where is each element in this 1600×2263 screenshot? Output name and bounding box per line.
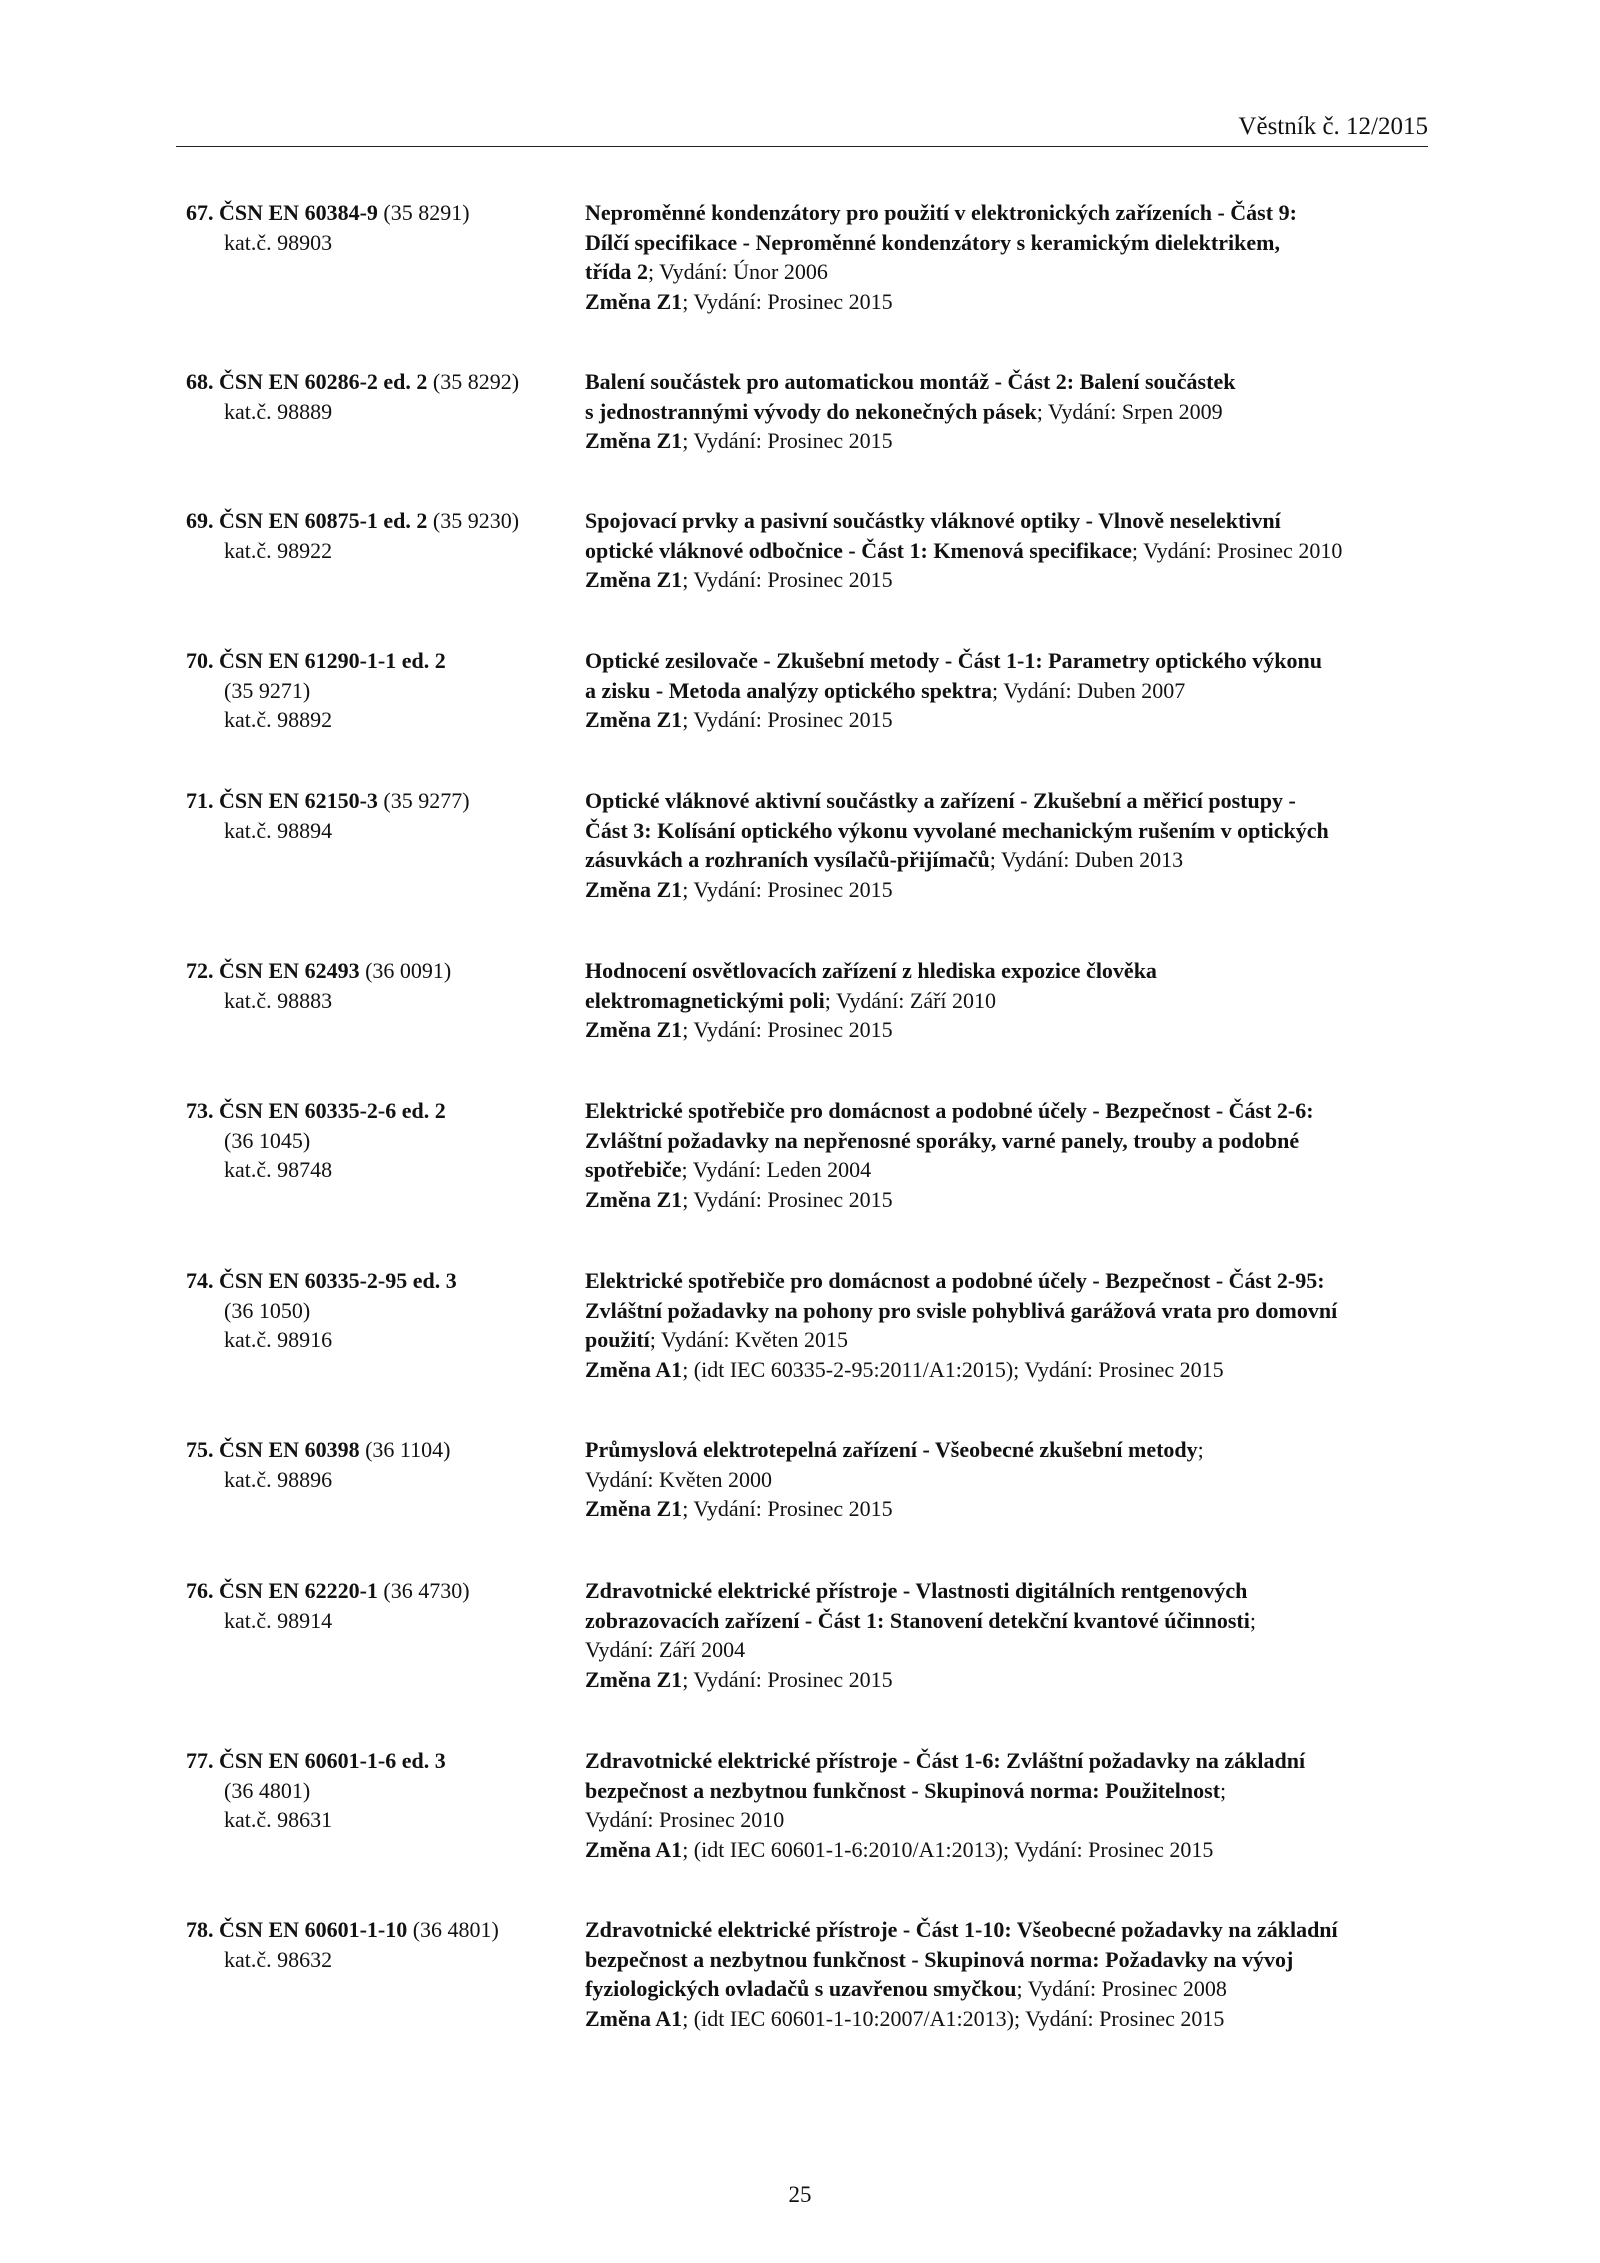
title-plain-text: Vydání: Září 2004 [585, 1637, 746, 1662]
title-line [585, 287, 1465, 317]
catalog-number: kat.č. 98883 [224, 987, 333, 1013]
title-line [585, 1494, 1465, 1524]
title-line [585, 1776, 1465, 1806]
title-bold-text: Změna Z1 [585, 567, 683, 592]
page-header [176, 112, 1428, 147]
title-bold-text: Změna Z1 [585, 1017, 683, 1042]
entry-number: 74. [186, 1268, 214, 1293]
catalog-number: kat.č. 98631 [224, 1807, 333, 1832]
standard-title [585, 1435, 1465, 1524]
entry-identifier [186, 1266, 566, 1355]
entry-identifier [186, 1576, 566, 1635]
entry-number: 70. [186, 648, 214, 673]
title-bold-text: Elektrické spotřebiče pro domácnost a podobné účely - Bezpečnost - Část 2-95: [585, 1268, 1325, 1293]
title-bold-text: Změna A1 [585, 2005, 683, 2031]
classification-code: (35 8292) [432, 369, 520, 394]
catalog-number: kat.č. 98914 [224, 1607, 333, 1633]
title-bold-text: Dílčí specifikace - Neproměnné kondenzátory s keramickým dielektrikem, [585, 229, 1280, 255]
classification-code: (36 4730) [383, 1578, 470, 1603]
classification-code: (35 9230) [432, 508, 520, 533]
title-bold-text: Spojovací prvky a pasivní součástky vláknové optiky - Vlnově neselektivní [585, 508, 1281, 533]
title-line [585, 1635, 1465, 1665]
classification-code: (36 4801) [224, 1777, 311, 1803]
standard-code: ČSN EN 60384-9 [219, 200, 378, 225]
entry-number: 67. [186, 200, 214, 225]
title-plain-text: ; (idt IEC 60335-2-95:2011/A1:2015); Vydání: Prosinec 2015 [682, 1356, 1224, 1382]
title-bold-text: Zvláštní požadavky na pohony pro svisle pohyblivá garážová vrata pro domovní [585, 1297, 1338, 1323]
standard-code: ČSN EN 62150-3 [219, 788, 378, 813]
title-plain-text: ; Vydání: Květen 2015 [649, 1327, 848, 1352]
title-bold-text: Balení součástek pro automatickou montáž - Část 2: Balení součástek [585, 369, 1236, 394]
title-plain-text: ; [1220, 1777, 1227, 1803]
title-line [585, 1435, 1465, 1465]
title-bold-text: Změna A1 [585, 1836, 683, 1862]
title-bold-text: Zvláštní požadavky na nepřenosné sporáky, varné panely, trouby a podobné [585, 1127, 1300, 1153]
title-plain-text: ; Vydání: Prosinec 2008 [1016, 1976, 1227, 2001]
entry-number: 77. [186, 1748, 214, 1773]
title-bold-text: Hodnocení osvětlovacích zařízení z hlediska expozice člověka [585, 958, 1157, 983]
catalog-number: kat.č. 98916 [224, 1327, 333, 1352]
catalog-number: kat.č. 98903 [224, 229, 333, 255]
title-plain-text: ; Vydání: Prosinec 2015 [682, 567, 893, 592]
entry-identifier [186, 786, 566, 845]
entry-identifier [186, 646, 566, 735]
title-plain-text: ; Vydání: Duben 2007 [992, 677, 1186, 703]
classification-code: (36 4801) [412, 1917, 499, 1942]
title-line [585, 986, 1465, 1016]
title-line [585, 1266, 1465, 1296]
title-line [585, 1015, 1465, 1045]
title-line [585, 1355, 1465, 1385]
title-line [585, 397, 1465, 427]
standard-code: ČSN EN 60286-2 ed. 2 [219, 369, 428, 394]
catalog-number: kat.č. 98922 [224, 537, 333, 563]
title-line [585, 1606, 1465, 1636]
title-bold-text: Elektrické spotřebiče pro domácnost a podobné účely - Bezpečnost - Část 2-6: [585, 1098, 1314, 1123]
standard-code: ČSN EN 62220-1 [219, 1578, 378, 1603]
entry-identifier [186, 506, 566, 565]
entry-identifier [186, 1746, 566, 1835]
page-number: 25 [788, 2182, 812, 2207]
entry-identifier [186, 1096, 566, 1185]
catalog-number: kat.č. 98894 [224, 817, 333, 843]
title-bold-text: fyziologických ovladačů s uzavřenou smyčkou [585, 1976, 1017, 2001]
title-bold-text: Změna Z1 [585, 876, 683, 902]
entry-number: 75. [186, 1437, 214, 1462]
title-line [585, 705, 1465, 735]
title-bold-text: Průmyslová elektrotepelná zařízení - Všeobecné zkušební metody [585, 1437, 1198, 1462]
title-line [585, 786, 1465, 816]
entry-identifier [186, 1435, 566, 1494]
title-line [585, 1576, 1465, 1606]
entry-number: 72. [186, 958, 214, 983]
title-plain-text: ; (idt IEC 60601-1-10:2007/A1:2013); Vydání: Prosinec 2015 [682, 2005, 1225, 2031]
title-line [585, 1835, 1465, 1865]
title-plain-text: Vydání: Prosinec 2010 [585, 1807, 785, 1832]
entry-identifier [186, 367, 566, 426]
title-bold-text: Část 3: Kolísání optického výkonu vyvolané mechanickým rušením v optických [585, 817, 1329, 843]
title-line [585, 536, 1465, 566]
title-line [585, 198, 1465, 228]
standard-code: ČSN EN 60601-1-6 ed. 3 [219, 1748, 446, 1773]
standard-title [585, 1576, 1465, 1694]
title-bold-text: optické vláknové odbočnice - Část 1: Kmenová specifikace [585, 537, 1132, 563]
title-line [585, 257, 1465, 287]
title-bold-text: s jednostrannými vývody do nekonečných pásek [585, 398, 1037, 424]
catalog-number: kat.č. 98896 [224, 1466, 333, 1492]
classification-code: (35 8291) [383, 200, 470, 225]
title-line [585, 1296, 1465, 1326]
title-bold-text: elektromagnetickými poli [585, 987, 825, 1013]
title-bold-text: Zdravotnické elektrické přístroje - Část 1-10: Všeobecné požadavky na základní [585, 1917, 1338, 1942]
title-bold-text: zásuvkách a rozhraních vysílačů-přijímačů [585, 847, 990, 872]
catalog-number: kat.č. 98748 [224, 1157, 333, 1182]
title-plain-text: ; Vydání: Únor 2006 [647, 259, 828, 284]
title-bold-text: bezpečnost a nezbytnou funkčnost - Skupinová norma: Použitelnost [585, 1777, 1221, 1803]
title-bold-text: Optické zesilovače - Zkušební metody - Část 1-1: Parametry optického výkonu [585, 648, 1322, 673]
title-plain-text: ; Vydání: Prosinec 2015 [682, 1186, 893, 1212]
classification-code: (36 1050) [224, 1297, 311, 1323]
title-bold-text: Zdravotnické elektrické přístroje - Část 1-6: Zvláštní požadavky na základní [585, 1748, 1306, 1773]
title-plain-text: ; Vydání: Září 2010 [824, 987, 997, 1013]
title-line [585, 875, 1465, 905]
entry-identifier [186, 1915, 566, 1974]
title-bold-text: zobrazovacích zařízení - Část 1: Stanovení detekční kvantové účinnosti [585, 1607, 1250, 1633]
standard-code: ČSN EN 60398 [219, 1437, 360, 1462]
classification-code: (36 0091) [365, 958, 452, 983]
title-line [585, 1746, 1465, 1776]
title-plain-text: ; Vydání: Prosinec 2015 [682, 1666, 893, 1692]
title-bold-text: Zdravotnické elektrické přístroje - Vlastnosti digitálních rentgenových [585, 1578, 1248, 1603]
standard-title [585, 1266, 1465, 1384]
entry-identifier [186, 956, 566, 1015]
title-line [585, 845, 1465, 875]
standard-title [585, 367, 1465, 456]
bulletin-title: Věstník č. 12/2015 [1238, 113, 1428, 140]
title-plain-text: Vydání: Květen 2000 [585, 1466, 772, 1492]
standard-title [585, 646, 1465, 735]
standard-title [585, 506, 1465, 595]
title-line [585, 1155, 1465, 1185]
classification-code: (35 9271) [224, 677, 311, 703]
entry-number: 68. [186, 369, 214, 394]
title-plain-text: ; Vydání: Prosinec 2015 [682, 876, 893, 902]
title-bold-text: Změna Z1 [585, 707, 683, 732]
title-bold-text: použití [585, 1327, 650, 1352]
title-plain-text: ; Vydání: Prosinec 2010 [1131, 537, 1343, 563]
title-bold-text: třída 2 [585, 259, 648, 284]
standard-title [585, 786, 1465, 904]
title-line [585, 1185, 1465, 1215]
title-bold-text: Optické vláknové aktivní součástky a zařízení - Zkušební a měřicí postupy - [585, 788, 1296, 813]
standard-title [585, 1915, 1465, 2033]
title-plain-text: ; Vydání: Prosinec 2015 [682, 1496, 893, 1521]
title-line [585, 1325, 1465, 1355]
standard-code: ČSN EN 62493 [219, 958, 360, 983]
title-bold-text: bezpečnost a nezbytnou funkčnost - Skupinová norma: Požadavky na vývoj [585, 1946, 1294, 1972]
title-line [585, 1945, 1465, 1975]
standard-title [585, 956, 1465, 1045]
title-plain-text: ; Vydání: Prosinec 2015 [682, 1017, 893, 1042]
title-line [585, 1665, 1465, 1695]
title-line [585, 506, 1465, 536]
catalog-number: kat.č. 98892 [224, 707, 333, 732]
catalog-number: kat.č. 98889 [224, 398, 333, 424]
standard-title [585, 1096, 1465, 1214]
title-line [585, 426, 1465, 456]
title-line [585, 228, 1465, 258]
title-plain-text: ; Vydání: Duben 2013 [989, 847, 1184, 872]
standard-code: ČSN EN 60335-2-95 ed. 3 [219, 1268, 457, 1293]
title-line [585, 2004, 1465, 2034]
standard-title [585, 1746, 1465, 1864]
entry-number: 78. [186, 1917, 214, 1942]
title-plain-text: ; Vydání: Prosinec 2015 [682, 288, 893, 314]
title-plain-text: ; (idt IEC 60601-1-6:2010/A1:2013); Vydání: Prosinec 2015 [682, 1836, 1214, 1862]
standard-code: ČSN EN 61290-1-1 ed. 2 [219, 648, 446, 673]
title-line [585, 1915, 1465, 1945]
title-line [585, 1465, 1465, 1495]
entry-number: 73. [186, 1098, 214, 1123]
title-line [585, 1805, 1465, 1835]
title-bold-text: Změna Z1 [585, 1496, 683, 1521]
standard-code: ČSN EN 60335-2-6 ed. 2 [219, 1098, 446, 1123]
entry-identifier [186, 198, 566, 257]
title-plain-text: ; [1197, 1437, 1204, 1462]
title-plain-text: ; Vydání: Prosinec 2015 [682, 428, 893, 453]
title-bold-text: Změna Z1 [585, 1666, 683, 1692]
catalog-number: kat.č. 98632 [224, 1946, 333, 1972]
standard-title [585, 198, 1465, 316]
title-plain-text: ; Vydání: Prosinec 2015 [682, 707, 893, 732]
standard-code: ČSN EN 60601-1-10 [219, 1917, 408, 1942]
title-line [585, 1126, 1465, 1156]
title-line [585, 1974, 1465, 2004]
classification-code: (36 1104) [365, 1437, 451, 1462]
title-line [585, 646, 1465, 676]
title-bold-text: Změna Z1 [585, 288, 683, 314]
title-plain-text: ; Vydání: Leden 2004 [681, 1157, 872, 1182]
title-line [585, 816, 1465, 846]
title-bold-text: spotřebiče [585, 1157, 682, 1182]
title-line [585, 367, 1465, 397]
title-line [585, 1096, 1465, 1126]
classification-code: (36 1045) [224, 1127, 311, 1153]
title-bold-text: Změna Z1 [585, 1186, 683, 1212]
classification-code: (35 9277) [383, 788, 470, 813]
entry-number: 76. [186, 1578, 214, 1603]
title-line [585, 676, 1465, 706]
title-plain-text: ; [1249, 1607, 1256, 1633]
standard-code: ČSN EN 60875-1 ed. 2 [219, 508, 428, 533]
title-bold-text: a zisku - Metoda analýzy optického spektra [585, 677, 992, 703]
title-bold-text: Změna A1 [585, 1356, 683, 1382]
title-line [585, 956, 1465, 986]
entry-number: 71. [186, 788, 214, 813]
title-plain-text: ; Vydání: Srpen 2009 [1036, 398, 1223, 424]
entry-number: 69. [186, 508, 214, 533]
title-bold-text: Změna Z1 [585, 428, 683, 453]
title-line [585, 565, 1465, 595]
title-bold-text: Neproměnné kondenzátory pro použití v elektronických zařízeních - Část 9: [585, 200, 1297, 225]
